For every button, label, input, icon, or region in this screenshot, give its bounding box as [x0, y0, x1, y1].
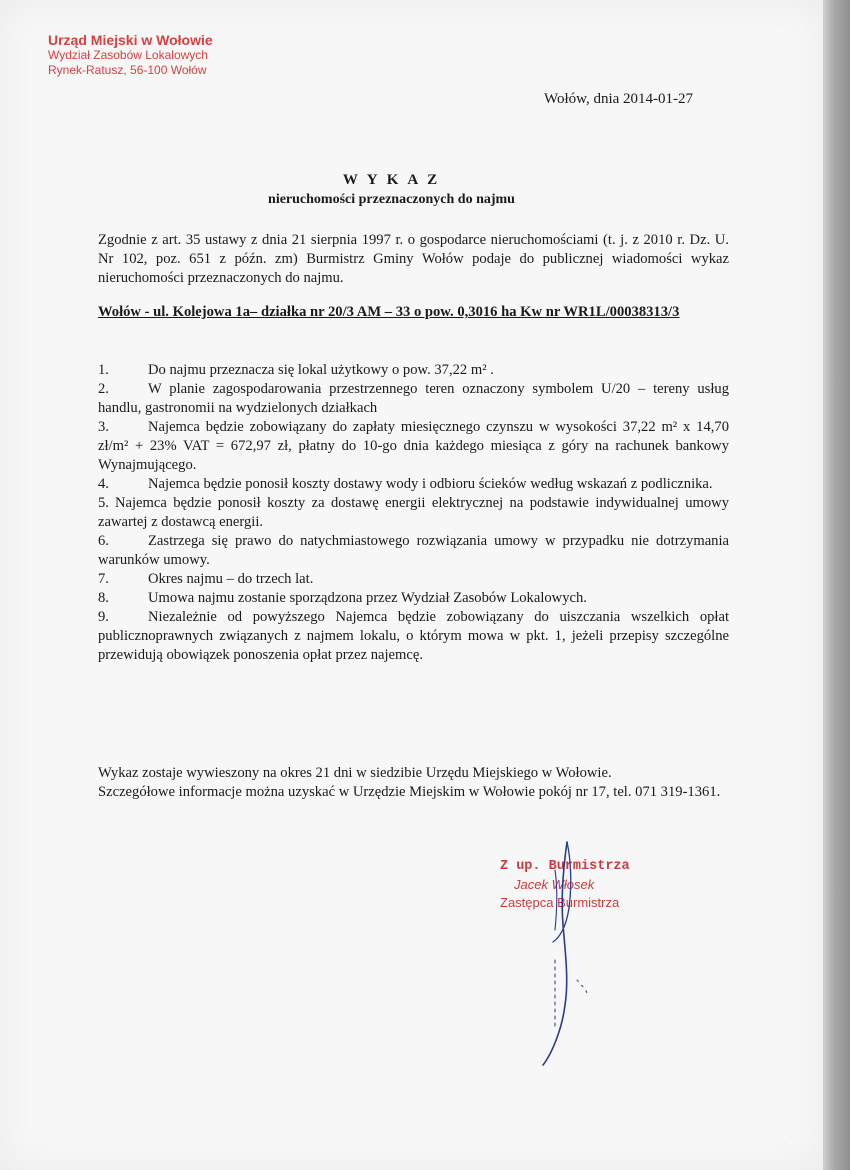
footer-paragraph — [98, 764, 729, 802]
office-address: Rynek-Ratusz, 56-100 Wołów — [48, 63, 207, 77]
list-item: 4. Najemca będzie ponosił koszty dostawy wody i odbioru ścieków według wskazań z podlicznika. — [98, 476, 713, 492]
scanner-edge — [823, 0, 850, 1170]
signature-authority: Z up. Burmistrza — [500, 859, 630, 874]
handwritten-signature — [525, 830, 615, 1070]
list-item: 8. Umowa najmu zostanie sporządzona przez Wydział Zasobów Lokalowych. — [98, 590, 587, 606]
footer-line-2: Szczegółowe informacje można uzyskać w Urzędzie Miejskim w Wołowie pokój nr 17, tel. 071 319-1361. — [98, 784, 721, 800]
list-item: 5. Najemca będzie ponosił koszty za dostawę energii elektrycznej na podstawie indywidualnej umowy zawartej z dostawcą energii. — [98, 495, 729, 530]
signatory-name: Jacek Włosek — [514, 877, 595, 892]
office-department: Wydział Zasobów Lokalowych — [48, 48, 208, 62]
office-name: Urząd Miejski w Wołowie — [48, 32, 213, 48]
intro-text: Zgodnie z art. 35 ustawy z dnia 21 sierpnia 1997 r. o gospodarce nieruchomościami (t. j. z 2010 r. Dz. U. Nr 102, poz. 651 z późn. zm) Burmistrz Gminy Wołów podaje do publicznej wiadomości wykaz nieruchomości przeznaczonych do najmu. — [98, 232, 729, 286]
list-item: 3. Najemca będzie zobowiązany do zapłaty miesięcznego czynszu w wysokości 37,22 m² x 14,70 zł/m² + 23% VAT = 672,97 zł, płatny do 10-go dnia każdego miesiąca z góry na rachunek bankowy Wynajmującego. — [98, 419, 729, 473]
document-subtitle: nieruchomości przeznaczonych do najmu — [268, 192, 515, 207]
list-item: 1. Do najmu przeznacza się lokal użytkowy o pow. 37,22 m² . — [98, 362, 494, 378]
list-item: 6. Zastrzega się prawo do natychmiastowego rozwiązania umowy w przypadku nie dotrzymania warunków umowy. — [98, 533, 729, 568]
list-item: 7. Okres najmu – do trzech lat. — [98, 571, 314, 587]
document-title: W Y K A Z — [342, 172, 441, 188]
list-item: 9. Niezależnie od powyższego Najemca będzie zobowiązany do uiszczania wszelkich opłat publicznoprawnych związanych z najmem lokalu, o którym mowa w pkt. 1, jeżeli przepisy szczególne przewidują obowiązek ponoszenia opłat przez najemcę. — [98, 609, 729, 663]
property-heading: Wołów - ul. Kolejowa 1a– działka nr 20/3 AM – 33 o pow. 0,3016 ha Kw nr WR1L/00038313/3 — [98, 304, 680, 320]
document-date: Wołów, dnia 2014-01-27 — [544, 91, 694, 107]
office-stamp — [48, 33, 213, 78]
conditions-list — [98, 361, 729, 665]
signatory-title: Zastępca Burmistrza — [500, 895, 620, 910]
footer-line-1: Wykaz zostaje wywieszony na okres 21 dni w siedzibie Urzędu Miejskiego w Wołowie. — [98, 765, 612, 781]
list-item: 2. W planie zagospodarowania przestrzennego teren oznaczony symbolem U/20 – tereny usług handlu, gastronomii na wydzielonych działkach — [98, 381, 729, 416]
intro-paragraph — [98, 231, 729, 288]
